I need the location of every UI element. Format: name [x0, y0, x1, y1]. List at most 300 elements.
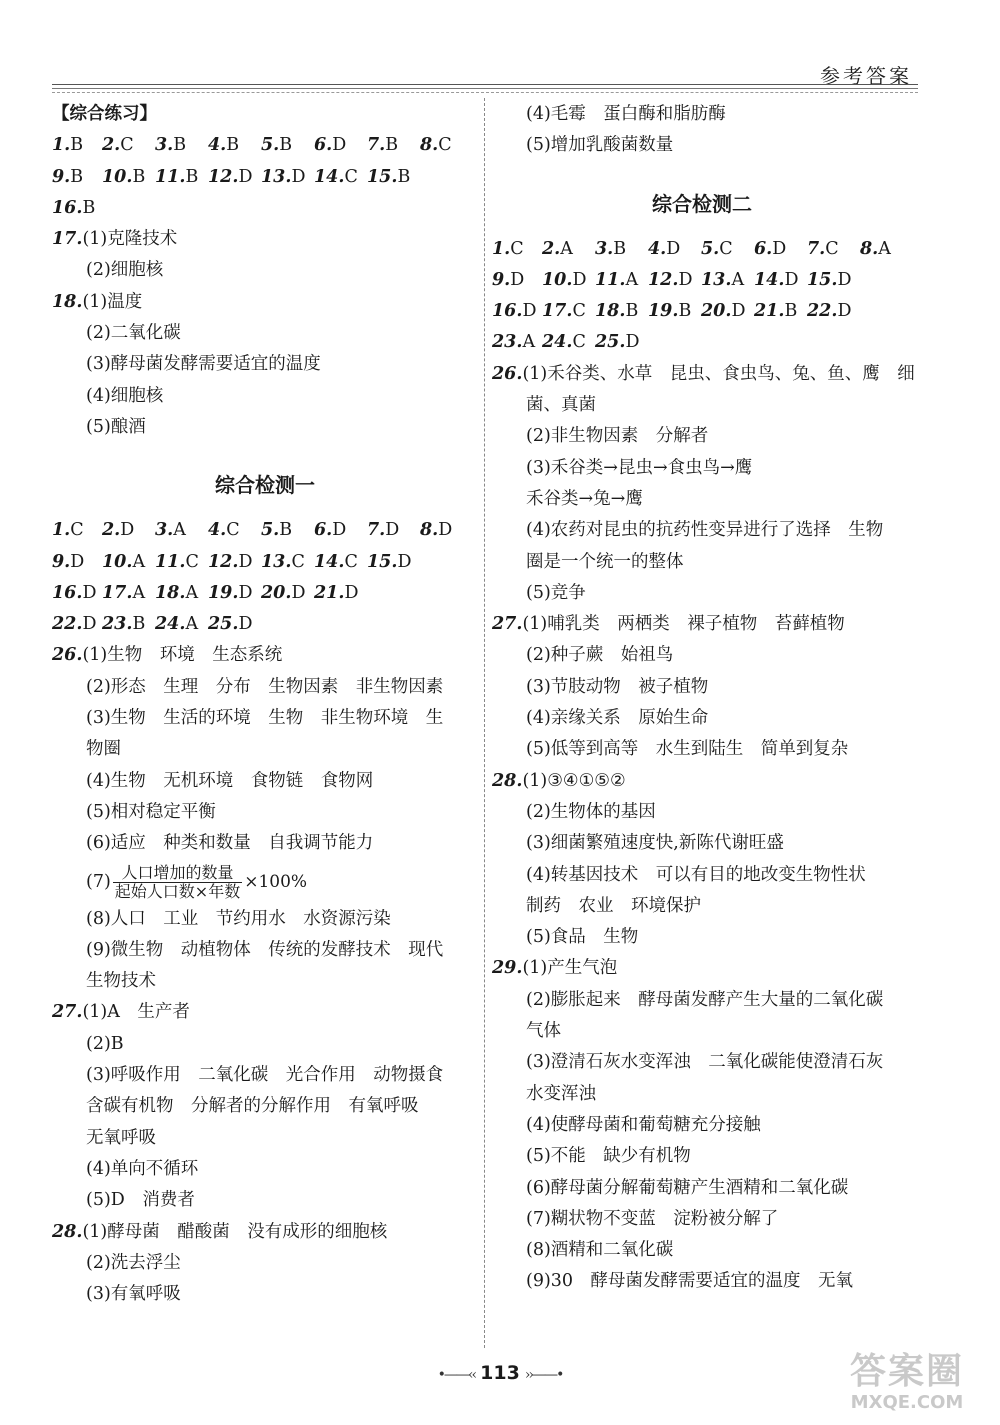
question-number: 20. [701, 301, 732, 322]
mc-answer-row [52, 515, 478, 546]
answer-line: (2)非生物因素 分解者 [526, 426, 709, 447]
page-header-title: 参考答案 [820, 64, 912, 88]
answer-line: (3)酵母菌发酵需要适宜的温度 [86, 354, 321, 375]
mc-answer-item [208, 609, 261, 640]
answer-line: 圈是一个统一的整体 [526, 551, 684, 572]
mc-answer-item [367, 130, 420, 161]
answer-choice: D [625, 332, 640, 353]
answer-choice: D [238, 551, 253, 572]
mc-answer-item [52, 578, 102, 609]
mc-answer-item [52, 609, 102, 640]
mc-answer-item [155, 609, 208, 640]
question-number: 18. [155, 582, 186, 603]
mc-answer-item [208, 578, 261, 609]
question-number: 2. [102, 520, 121, 541]
question-number: 3. [595, 238, 614, 259]
answer-line: (4)亲缘关系 原始生命 [526, 708, 709, 729]
answer-choice: D [344, 582, 359, 603]
mc-answer-item [102, 609, 155, 640]
question-number: 8. [420, 520, 439, 541]
answer-text: (1)哺乳类 两栖类 裸子植物 苔藓植物 [522, 614, 845, 635]
question-number: 29. [492, 958, 523, 979]
footer-ornament-left: •——‹‹ [437, 1367, 476, 1383]
answer-label: (7) [86, 871, 111, 892]
answer-line: 含碳有机物 分解者的分解作用 有氧呼吸 [86, 1096, 419, 1117]
answer-q26 [492, 359, 915, 390]
answer-q28 [492, 766, 912, 797]
mc-answer-row [492, 265, 912, 296]
answer-line: 禾谷类→兔→鹰 [526, 488, 643, 509]
question-number: 15. [367, 551, 398, 572]
question-number: 20. [261, 582, 292, 603]
mc-answer-row [492, 296, 912, 327]
question-number: 15. [807, 269, 838, 290]
answer-choice: C [185, 551, 199, 572]
answer-line: 菌、真菌 [526, 395, 596, 416]
question-number: 3. [155, 135, 174, 156]
mc-answer-item [595, 234, 648, 265]
mc-answer-item [155, 578, 208, 609]
answer-choice: B [185, 166, 199, 187]
question-number: 2. [102, 135, 121, 156]
footer-ornament-right: ››——• [524, 1367, 563, 1383]
question-number: 26. [52, 645, 83, 666]
answer-choice: D [238, 614, 253, 635]
answer-choice: B [70, 166, 84, 187]
question-number: 6. [314, 520, 333, 541]
mc-answer-item [754, 234, 807, 265]
answer-choice: B [82, 197, 96, 218]
answer-line: 生物技术 [86, 971, 156, 992]
mc-answer-item [701, 265, 754, 296]
answer-choice: B [279, 135, 293, 156]
answer-choice: B [173, 135, 187, 156]
answer-line: (2)形态 生理 分布 生物因素 非生物因素 [86, 676, 444, 697]
answer-text: (1)克隆技术 [82, 229, 178, 250]
right-column [492, 99, 915, 1298]
answer-choice: B [226, 135, 240, 156]
question-number: 18. [595, 301, 626, 322]
question-number: 17. [542, 301, 573, 322]
answer-line: (2)洗去浮尘 [86, 1252, 181, 1273]
answer-choice: B [279, 520, 293, 541]
answer-line: (4)生物 无机环境 食物链 食物网 [86, 770, 374, 791]
answer-text: (1)产生气泡 [522, 958, 618, 979]
answer-line: (3)禾谷类→昆虫→食虫鸟→鹰 [526, 457, 753, 478]
answer-q26 [52, 640, 478, 671]
question-number: 13. [261, 551, 292, 572]
answer-choice: D [397, 551, 412, 572]
answer-choice: A [625, 269, 639, 290]
answer-choice: B [613, 238, 627, 259]
question-number: 7. [367, 135, 386, 156]
mc-answer-row [52, 130, 478, 161]
mc-answer-item [542, 265, 595, 296]
mc-answer-item [492, 265, 542, 296]
mc-answer-item [155, 130, 208, 161]
mc-answer-item [52, 547, 102, 578]
answer-q27 [52, 997, 478, 1028]
answer-choice: D [120, 520, 135, 541]
answer-line: (8)酒精和二氧化碳 [526, 1240, 674, 1261]
answer-choice: B [397, 166, 411, 187]
question-number: 16. [492, 301, 523, 322]
answer-choice: B [132, 166, 146, 187]
mc-answer-item [367, 515, 420, 546]
answer-line: 无氧呼吸 [86, 1127, 156, 1148]
question-number: 14. [314, 166, 345, 187]
mc-answer-item [102, 547, 155, 578]
answer-text: (1)酵母菌 醋酸菌 没有成形的细胞核 [82, 1221, 388, 1242]
mc-answer-item [542, 327, 595, 358]
answer-choice: D [332, 135, 347, 156]
header-rule [52, 92, 918, 93]
mc-answer-row [52, 547, 478, 578]
question-number: 13. [701, 269, 732, 290]
answer-choice: A [522, 332, 536, 353]
answer-line: (2)种子蕨 始祖鸟 [526, 645, 674, 666]
question-number: 1. [52, 520, 71, 541]
question-number: 9. [52, 166, 71, 187]
answer-line: 气体 [526, 1021, 561, 1042]
question-number: 27. [52, 1002, 83, 1023]
question-number: 23. [102, 614, 133, 635]
answer-q27 [492, 609, 912, 640]
answer-line: (6)适应 种类和数量 自我调节能力 [86, 833, 374, 854]
question-number: 6. [754, 238, 773, 259]
question-number: 12. [208, 551, 239, 572]
answer-line: (5)增加乳酸菌数量 [526, 135, 674, 156]
mc-answer-item [208, 130, 261, 161]
answer-q29 [492, 953, 912, 984]
answer-line: (2)二氧化碳 [86, 323, 181, 344]
answer-line: 物圈 [86, 739, 121, 760]
question-number: 28. [52, 1221, 83, 1242]
mc-answer-item [492, 296, 542, 327]
answer-choice: D [522, 301, 537, 322]
answer-choice: D [731, 301, 746, 322]
column-divider [484, 98, 485, 1348]
question-number: 12. [648, 269, 679, 290]
answer-line: (2)B [86, 1033, 124, 1054]
answer-choice: D [438, 520, 453, 541]
question-number: 10. [542, 269, 573, 290]
mc-answers-practice [52, 130, 478, 224]
answer-q28 [52, 1217, 478, 1248]
mc-answer-item [367, 162, 420, 193]
mc-answer-item [701, 296, 754, 327]
answer-line: (4)单向不循环 [86, 1158, 199, 1179]
answer-choice: D [238, 166, 253, 187]
mc-answer-item [261, 130, 314, 161]
mc-answer-item [314, 578, 367, 609]
watermark-title: 答案圈 [849, 1351, 964, 1392]
answer-line: (9)30 酵母菌发酵需要适宜的温度 无氧 [526, 1271, 854, 1292]
answer-choice: C [572, 301, 586, 322]
answer-choice: C [70, 520, 84, 541]
mc-answer-item [542, 234, 595, 265]
mc-answer-item [754, 296, 807, 327]
mc-answer-item [595, 265, 648, 296]
mc-answer-item [492, 234, 542, 265]
question-number: 7. [367, 520, 386, 541]
answer-choice: C [120, 135, 134, 156]
answer-line: 水变浑浊 [526, 1083, 596, 1104]
question-number: 13. [261, 166, 292, 187]
answer-line: (3)细菌繁殖速度快,新陈代谢旺盛 [526, 833, 784, 854]
mc-answer-item [261, 515, 314, 546]
question-number: 25. [208, 614, 239, 635]
mc-answer-item [420, 130, 473, 161]
section-title-practice: 【综合练习】 [52, 104, 157, 124]
answer-line: (5)竞争 [526, 582, 586, 603]
answer-line: (6)酵母菌分解葡萄糖产生酒精和二氧化碳 [526, 1177, 849, 1198]
question-number: 9. [492, 269, 511, 290]
answer-line: (5)酿酒 [86, 416, 146, 437]
question-number: 17. [102, 582, 133, 603]
question-number: 15. [367, 166, 398, 187]
answer-choice: B [784, 301, 798, 322]
question-number: 22. [807, 301, 838, 322]
page-number: 113 [480, 1362, 520, 1384]
mc-answer-item [208, 547, 261, 578]
question-number: 7. [807, 238, 826, 259]
question-number: 4. [208, 135, 227, 156]
answer-choice: D [772, 238, 787, 259]
question-number: 17. [52, 229, 83, 250]
answer-choice: B [678, 301, 692, 322]
mc-answer-item [492, 327, 542, 358]
mc-answer-item [52, 130, 102, 161]
answer-choice: D [82, 614, 97, 635]
answer-line: (3)呼吸作用 二氧化碳 光合作用 动物摄食 [86, 1065, 444, 1086]
mc-answer-item [208, 515, 261, 546]
question-number: 9. [52, 551, 71, 572]
answer-line: (5)低等到高等 水生到陆生 简单到复杂 [526, 739, 849, 760]
answer-text: (1)禾谷类、水草 昆虫、食虫鸟、兔、鱼、鹰 细 [522, 363, 915, 384]
answer-line: (4)毛霉 蛋白酶和脂肪酶 [526, 104, 726, 124]
mc-answer-item [102, 578, 155, 609]
question-number: 26. [492, 363, 523, 384]
answer-choice: D [70, 551, 85, 572]
answer-line: (4)使酵母菌和葡萄糖充分接触 [526, 1114, 761, 1135]
answer-choice: C [719, 238, 733, 259]
answer-choice: B [132, 614, 146, 635]
answer-choice: B [625, 301, 639, 322]
answer-line: (2)生物体的基因 [526, 801, 656, 822]
question-number: 5. [701, 238, 720, 259]
question-number: 11. [155, 551, 186, 572]
question-number: 24. [155, 614, 186, 635]
answer-choice: C [291, 551, 305, 572]
question-number: 22. [52, 614, 83, 635]
question-number: 4. [208, 520, 227, 541]
fraction-numerator: 人口增加的数量 [113, 864, 242, 883]
mc-answer-item [261, 162, 314, 193]
question-number: 2. [542, 238, 561, 259]
mc-answer-item [208, 162, 261, 193]
mc-answer-item [102, 162, 155, 193]
mc-answer-item [420, 515, 473, 546]
answer-choice: C [572, 332, 586, 353]
answer-text: (1)生物 环境 生态系统 [82, 645, 283, 666]
mc-answer-row [492, 234, 912, 265]
mc-answer-item [155, 547, 208, 578]
answer-text: (1)A 生产者 [82, 1002, 190, 1023]
question-number: 4. [648, 238, 667, 259]
mc-answer-item [314, 162, 367, 193]
mc-answer-row [52, 609, 478, 640]
mc-answer-item [52, 193, 102, 224]
mc-answer-item [648, 296, 701, 327]
mc-answer-item [648, 265, 701, 296]
mc-answer-item [261, 578, 314, 609]
mc-answer-item [314, 130, 367, 161]
answer-line: (4)农药对昆虫的抗药性变异进行了选择 生物 [526, 520, 884, 541]
question-number: 8. [860, 238, 879, 259]
answer-line: (2)膨胀起来 酵母菌发酵产生大量的二氧化碳 [526, 989, 884, 1010]
answer-choice: B [385, 135, 399, 156]
question-number: 14. [754, 269, 785, 290]
answer-choice: A [731, 269, 745, 290]
header-rule [52, 84, 918, 85]
mc-answer-item [52, 515, 102, 546]
mc-answer-item [367, 547, 420, 578]
mc-answer-item [102, 515, 155, 546]
mc-answer-item [155, 515, 208, 546]
answer-choice: A [132, 582, 146, 603]
answer-text: (1)温度 [82, 291, 143, 312]
answer-choice: D [385, 520, 400, 541]
answer-choice: A [185, 614, 199, 635]
answer-line: (8)人口 工业 节约用水 水资源污染 [86, 908, 391, 929]
answer-line: 制药 农业 环境保护 [526, 895, 701, 916]
mc-answer-item [754, 265, 807, 296]
answer-choice: D [510, 269, 525, 290]
answer-text: (1)③④①⑤② [522, 770, 626, 791]
question-number: 11. [595, 269, 626, 290]
answer-choice: D [678, 269, 693, 290]
question-number: 6. [314, 135, 333, 156]
mc-answer-item [595, 296, 648, 327]
mc-answer-item [102, 130, 155, 161]
answer-choice: D [332, 520, 347, 541]
mc-answer-item [314, 515, 367, 546]
answer-choice: C [226, 520, 240, 541]
answer-line: (4)细胞核 [86, 385, 164, 406]
growth-rate-fraction [113, 864, 242, 901]
answer-choice: B [70, 135, 84, 156]
mc-answer-item [701, 234, 754, 265]
answer-line: (3)有氧呼吸 [86, 1284, 181, 1305]
question-number: 10. [102, 166, 133, 187]
section-title-test1: 综合检测一 [215, 473, 315, 498]
question-number: 3. [155, 520, 174, 541]
answer-choice: D [82, 582, 97, 603]
question-number: 28. [492, 770, 523, 791]
question-number: 16. [52, 197, 83, 218]
fraction-denominator: 起始人口数×年数 [114, 881, 241, 901]
mc-answer-row [52, 162, 478, 193]
question-number: 23. [492, 332, 523, 353]
question-number: 19. [208, 582, 239, 603]
answer-choice: A [173, 520, 186, 541]
answer-line: (3)生物 生活的环境 生物 非生物环境 生 [86, 708, 444, 729]
answer-choice: D [291, 166, 306, 187]
answer-choice: D [784, 269, 799, 290]
answer-line: (5)相对稳定平衡 [86, 801, 216, 822]
mc-answer-item [860, 234, 913, 265]
question-number: 21. [314, 582, 345, 603]
answer-line: (5)不能 缺少有机物 [526, 1146, 691, 1167]
question-number: 5. [261, 520, 280, 541]
answer-choice: D [837, 269, 852, 290]
question-number: 11. [155, 166, 186, 187]
answer-choice: A [560, 238, 573, 259]
watermark-logo [832, 1352, 982, 1422]
answer-choice: A [185, 582, 199, 603]
question-number: 1. [492, 238, 511, 259]
fraction-multiplier: ×100% [244, 871, 308, 892]
question-number: 19. [648, 301, 679, 322]
question-number: 27. [492, 614, 523, 635]
question-number: 21. [754, 301, 785, 322]
question-number: 16. [52, 582, 83, 603]
mc-answer-item [155, 162, 208, 193]
answer-choice: D [291, 582, 306, 603]
mc-answer-row [52, 578, 478, 609]
answer-choice: D [238, 582, 253, 603]
answer-choice: D [572, 269, 587, 290]
mc-answer-item [807, 265, 860, 296]
mc-answer-item [52, 162, 102, 193]
header-rule [52, 88, 918, 89]
question-number: 12. [208, 166, 239, 187]
mc-answer-item [648, 234, 701, 265]
question-number: 25. [595, 332, 626, 353]
answer-choice: C [344, 551, 358, 572]
mc-answer-row [52, 193, 478, 224]
mc-answer-item [314, 547, 367, 578]
question-number: 1. [52, 135, 71, 156]
answer-line: (7)糊状物不变蓝 淀粉被分解了 [526, 1208, 779, 1229]
section-title-test2: 综合检测二 [652, 191, 752, 216]
question-number: 5. [261, 135, 280, 156]
answer-choice: A [132, 551, 146, 572]
answer-line: (4)转基因技术 可以有目的地改变生物性状 [526, 864, 866, 885]
answer-choice: C [510, 238, 524, 259]
mc-answer-item [807, 234, 860, 265]
question-number: 10. [102, 551, 133, 572]
watermark-url: MXQE.COM [850, 1392, 964, 1413]
answer-line: (5)D 消费者 [86, 1190, 195, 1211]
mc-answer-row [492, 327, 912, 358]
mc-answers-test1 [52, 515, 478, 640]
answer-choice: D [666, 238, 681, 259]
question-number: 14. [314, 551, 345, 572]
left-column [52, 99, 478, 1310]
answer-choice: C [344, 166, 358, 187]
answer-line-formula [52, 860, 478, 904]
mc-answer-item [595, 327, 648, 358]
answer-line: (3)节肢动物 被子植物 [526, 676, 709, 697]
answer-choice: D [837, 301, 852, 322]
answer-choice: A [878, 238, 891, 259]
answer-line: (9)微生物 动植物体 传统的发酵技术 现代 [86, 939, 444, 960]
question-number: 24. [542, 332, 573, 353]
answer-line: (3)澄清石灰水变浑浊 二氧化碳能使澄清石灰 [526, 1052, 884, 1073]
mc-answer-item [542, 296, 595, 327]
